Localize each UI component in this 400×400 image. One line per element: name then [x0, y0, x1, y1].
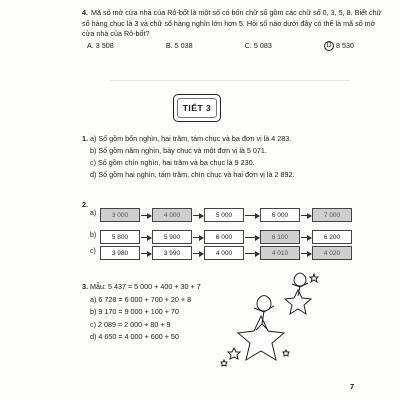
- question-3-line-c: c) 2 089 = 2 000 + 80 + 9: [90, 319, 171, 329]
- arrow-icon: [193, 237, 203, 238]
- question-4-text: Mã số mở cửa nhà của Rô-bốt là một số có bốn chữ số gồm các chữ số 0, 3, 5, 8. Biết chữ số hàng chục là 3 và chữ số hàng nghìn lớn hơn 5. Hỏi số nào dưới đây có thể là mã số mở cửa nhà của Rô-bốt?: [82, 8, 382, 38]
- number-cell: 5 900: [152, 230, 192, 244]
- number-cell: 3 000: [100, 208, 140, 222]
- row-a-label: a): [90, 210, 97, 217]
- divider-line: [110, 80, 350, 81]
- option-a[interactable]: A. 3 508: [87, 40, 114, 50]
- children-on-stars-illustration: [216, 268, 326, 368]
- arrow-icon: [193, 215, 203, 216]
- question-1-line-d: d) Số gồm hai nghìn, tám trăm, chín chục và hai đơn vị là 2 892.: [90, 170, 295, 179]
- number-cell: 4 020: [312, 246, 352, 260]
- page-number: 7: [350, 382, 355, 391]
- small-star-icon: [228, 348, 240, 359]
- number-cell: 6 000: [204, 230, 244, 244]
- arrow-icon: [141, 253, 151, 254]
- small-star-icon: [310, 274, 318, 282]
- circled-letter-d: D: [324, 41, 334, 51]
- small-star-icon: [283, 350, 289, 356]
- number-cell: 4 000: [152, 208, 192, 222]
- row-c-label: c): [90, 248, 96, 255]
- question-3-line-d: d) 4 650 = 4 000 + 600 + 50: [90, 332, 179, 341]
- arrow-icon: [245, 237, 259, 238]
- number-cell: 3 990: [152, 246, 192, 260]
- number-cell: 6 100: [260, 230, 300, 244]
- arrow-icon: [193, 253, 203, 254]
- question-3-number: 3.: [82, 282, 88, 291]
- question-4-number: 4.: [82, 8, 88, 17]
- option-c[interactable]: C. 5 083: [244, 40, 272, 50]
- question-2-number: 2.: [82, 200, 88, 209]
- question-1-line-a: a) Số gồm bốn nghìn, hai trăm, tám chục và ba đơn vị là 4 283.: [90, 134, 292, 143]
- arrow-icon: [245, 215, 259, 216]
- arrow-icon: [301, 253, 311, 254]
- arrow-icon: [141, 215, 151, 216]
- option-d-selected[interactable]: D 8 530: [324, 41, 354, 52]
- arrow-icon: [301, 237, 311, 238]
- big-star-icon: [238, 316, 284, 360]
- question-1: [82, 133, 382, 181]
- question-4-options: [82, 41, 354, 52]
- small-star-icon: [221, 360, 227, 366]
- question-3-line-a: a) 6 728 = 6 000 + 700 + 20 + 8: [90, 294, 192, 304]
- question-3-example: Mẫu: 5 437 = 5 000 + 400 + 30 + 7: [90, 282, 201, 291]
- number-cell: 4 000: [204, 246, 244, 260]
- number-cell: 5 000: [204, 208, 244, 222]
- number-cell: 4 010: [260, 246, 300, 260]
- section-title: TIẾT 3: [177, 98, 217, 118]
- number-cell: 7 000: [312, 208, 352, 222]
- question-1-line-b: b) Số gồm năm nghìn, bảy chục và một đơn vị là 5 071.: [90, 146, 267, 155]
- option-b[interactable]: B. 5 038: [165, 40, 193, 50]
- arrow-icon: [245, 253, 259, 254]
- number-cell: 6 200: [312, 230, 352, 244]
- arrow-icon: [141, 237, 151, 238]
- question-1-number: 1.: [82, 134, 88, 143]
- number-cell: 6 000: [260, 208, 300, 222]
- number-cell: 3 980: [100, 246, 140, 260]
- arrow-icon: [301, 215, 311, 216]
- question-4: [82, 8, 382, 51]
- section-badge: [173, 94, 221, 122]
- number-cell: 5 800: [100, 230, 140, 244]
- question-3-line-b: b) 9 170 = 9 000 + 100 + 70: [90, 307, 179, 316]
- row-b-label: b): [90, 232, 97, 239]
- question-1-line-c: c) Số gồm chín nghìn, hai trăm và ba chục là 9 230.: [90, 158, 255, 167]
